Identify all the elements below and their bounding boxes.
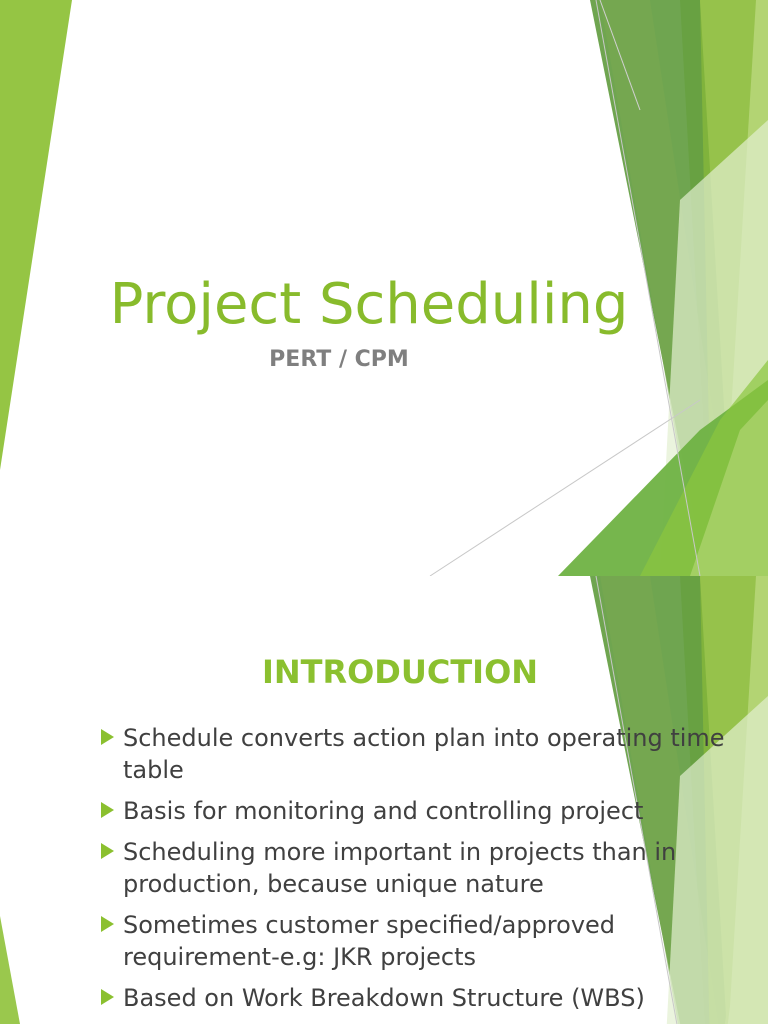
introduction-slide [0,576,768,1024]
slide-subtitle: PERT / CPM [269,347,409,372]
slide-heading: INTRODUCTION [261,653,539,691]
list-item-text: Sometimes customer specified/approved requirement-e.g: JKR projects [123,911,616,971]
triangle-right-icon [101,843,114,859]
slide-title: Project Scheduling [109,272,629,337]
list-item-text: Basis for monitoring and controlling project [123,797,644,825]
list-item-text: Scheduling more important in projects than in production, because unique nature [123,838,677,898]
triangle-right-icon [101,729,114,745]
list-item [98,836,748,900]
triangle-right-icon [101,916,114,932]
list-item [98,795,748,827]
list-item-text: Based on Work Breakdown Structure (WBS) [123,984,645,1012]
triangle-right-icon [101,802,114,818]
list-item-text: Schedule converts action plan into operating time table [123,724,725,784]
list-item [98,909,748,973]
triangle-right-icon [101,989,114,1005]
bullet-list [98,722,748,1023]
list-item [98,722,748,786]
list-item [98,982,748,1014]
